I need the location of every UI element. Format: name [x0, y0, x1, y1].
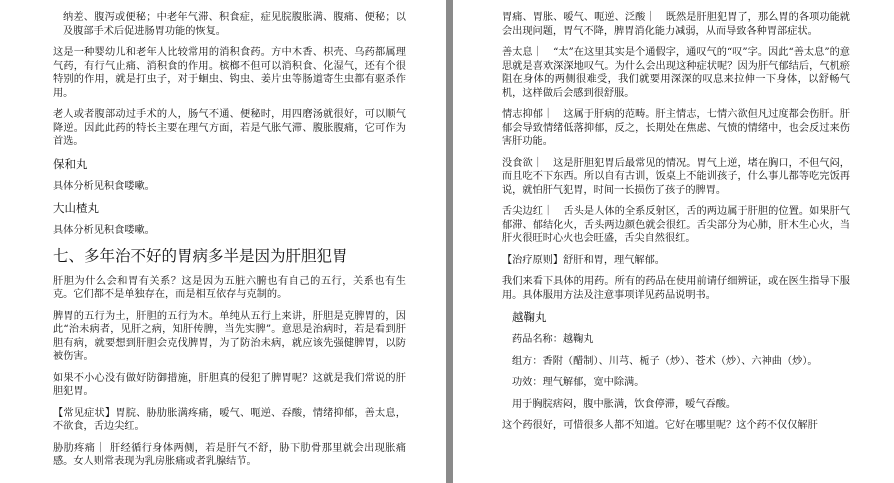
page-divider — [446, 0, 453, 483]
heading-dashanzha-wan: 大山楂丸 — [53, 201, 99, 215]
paragraph: 胃痛、胃胀、嗳气、呃逆、泛酸｜ 既然是肝胆犯胃了，那么胃的各项功能就会出现问题，胃气不降，脾胃消化能力减弱，从而导致各种胃部症状。 — [502, 12, 850, 37]
paragraph: 情志抑郁｜ 这属于肝病的范畴。肝主情志，七情六欲但凡过度都会伤肝。肝郁会导致情绪低落抑郁，反之，长期处在焦虑、气愤的情绪中，也会反过来伤害肝功能。 — [502, 109, 850, 147]
paragraph: 没食欲｜ 这是肝胆犯胃后最常见的情况。胃气上逆，堵在胸口，不但气闷，而且吃不下东西。所以自有古训，饭桌上不能训孩子，什么事儿都等吃完饭再说，就怕肝气犯胃，时间一长损伤了孩子的脾胃。 — [502, 157, 850, 196]
drug-name: 药品名称：越鞠丸 — [512, 334, 594, 345]
left-page — [0, 0, 446, 483]
symptom-text: 肝经循行身体两侧，若是肝气不舒，胁下肋骨那里就会出现胀痛感。女人则常表现为乳房胀痛或者乳腺结节。 — [53, 442, 407, 467]
heading-yueju-wan: 越鞠丸 — [512, 310, 547, 324]
drug-usage: 用于胸脘痞闷，腹中胀满，饮食停滞，嗳气吞酸。 — [512, 398, 737, 410]
paragraph: 这是一种婴幼儿和老年人比较常用的消积食药。方中木香、枳壳、乌药都属理气药，有行气止痛、消积食的作用。槟榔不但可以消积食、化湿气，还有个很特别的作用，就是打虫子，对于蛔虫、钩虫、姜片虫等肠道寄生虫都有驱杀作用。 — [53, 47, 406, 99]
paragraph: 如果不小心没有做好防御措施，肝胆真的侵犯了脾胃呢？这就是我们常说的肝胆犯胃。 — [53, 372, 406, 397]
heading-baohe-wan: 保和丸 — [53, 156, 88, 171]
right-page — [453, 0, 894, 483]
paragraph — [53, 442, 406, 469]
paragraph: 善太息｜ “太”在这里其实是个通假字，通叹气的“叹”字。因此“善太息”的意思就是喜欢深深地叹气。为什么会出现这种症状呢？因为肝气郁结后，气机瘀阻在身体的两侧很难受，我们就要用深深的叹息来拉伸一下身体，以舒畅气机，这样做后会感到很舒服。 — [502, 47, 850, 99]
paragraph: 舌尖边红｜ 舌头是人体的全系反射区，舌的两边属于肝胆的位置。如果肝气郁滞、郁结化火，舌头两边颜色就会很红。舌尖部分为心肺，肝木生心火，当肝火很旺时心火也会旺盛，舌尖自然很红。 — [502, 206, 850, 244]
drug-effect: 功效：理气解郁，宽中除满。 — [512, 377, 645, 388]
left-page-content — [53, 11, 406, 477]
common-symptoms: 【常见症状】胃脘、胁肋胀满疼痛，嗳气、呃逆、吞酸，情绪抑郁，善太息，不欲食，舌边尖红。 — [53, 407, 406, 432]
treatment-principle: 【治疗原则】舒肝和胃，理气解郁。 — [502, 254, 665, 266]
section-heading: 七、多年治不好的胃病多半是因为肝胆犯胃 — [53, 246, 348, 265]
paragraph: 具体分析见积食喽嗽。 — [53, 180, 155, 192]
paragraph: 这个药很好，可惜很多人都不知道。它好在哪里呢？这个药不仅仅解肝 — [502, 420, 818, 431]
drug-formula: 组方：香附（醋制）、川芎、栀子（炒）、苍术（炒）、六神曲（炒）。 — [512, 355, 818, 367]
right-page-content — [502, 11, 850, 441]
paragraph: 具体分析见积食喽嗽。 — [53, 225, 155, 236]
paragraph: 我们来看下具体的用药。所有的药品在使用前请仔细辨证，或在医生指导下服用。具体服用方法及注意事项详见药品说明书。 — [502, 276, 850, 301]
symptom-label: 胁肋疼痛｜ — [53, 442, 106, 454]
paragraph: 纳差、腹泻或便秘；中老年气滞、积食症，症见脘腹胀满、腹痛、便秘；以及腹部手术后促进肠胃功能的恢复。 — [63, 12, 406, 37]
paragraph: 脾胃的五行为土，肝胆的五行为木。单纯从五行上来讲，肝胆是克脾胃的，因此“治未病者，见肝之病，知肝传脾，当先实脾”。意思是治病时，若是看到肝胆有病，就要想到肝胆会克伐脾胃，为了防治未病，就应该先强健脾胃，以防被伤害。 — [53, 310, 406, 362]
paragraph: 肝胆为什么会和胃有关系？这是因为五脏六腑也有自己的五行，关系也有生克。它们都不是单独存在，而是相互依存与克制的。 — [53, 275, 406, 300]
paragraph: 老人或者腹部动过手术的人，肠气不通、便秘时，用四磨汤就很好，可以顺气降逆。因此此药的特长主要在理气方面，若是气胀气滞、腹胀腹痛，它可作为首选。 — [53, 109, 406, 147]
